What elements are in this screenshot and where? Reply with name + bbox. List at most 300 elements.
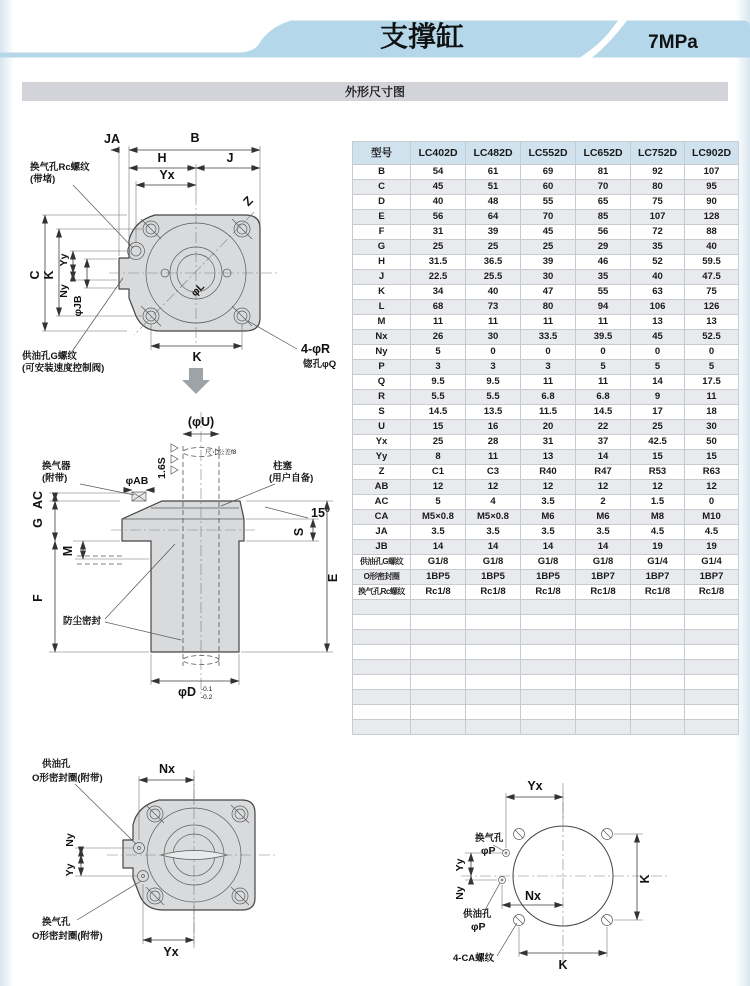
model-header-cell: LC552D (521, 142, 576, 165)
dim-value-cell: 50 (685, 435, 739, 450)
dim-row-label: S (353, 405, 411, 420)
dim-label-nx: Nx (159, 762, 175, 776)
dim-row-label: Yy (353, 450, 411, 465)
dim-label-m: M (61, 545, 75, 557)
dim-value-cell: 4.5 (685, 525, 739, 540)
table-row (353, 390, 739, 405)
table-row (353, 240, 739, 255)
dim-value-cell: M6 (576, 510, 631, 525)
dim-value-cell: 31 (411, 225, 466, 240)
empty-cell (411, 600, 466, 615)
dim-value-cell: 3.5 (576, 525, 631, 540)
dim-label-ac: AC (31, 490, 45, 510)
model-header-cell: LC652D (576, 142, 631, 165)
dim-value-cell: 3 (466, 360, 521, 375)
pressure-rating: 7MPa (648, 32, 698, 53)
empty-cell (521, 615, 576, 630)
dim-value-cell: 25.5 (466, 270, 521, 285)
empty-cell (631, 675, 685, 690)
dim-label-k-bottom: K (558, 958, 568, 972)
model-header-cell: LC902D (685, 142, 739, 165)
dim-value-cell: 39.5 (576, 330, 631, 345)
empty-cell (411, 645, 466, 660)
dim-value-cell: 3.5 (466, 525, 521, 540)
table-row (353, 420, 739, 435)
dim-row-label: C (353, 180, 411, 195)
dim-value-cell: 80 (521, 300, 576, 315)
callout-oil-port: 供油孔 (42, 759, 71, 770)
dim-value-cell: 1BP7 (685, 570, 739, 585)
dim-value-cell: 5.5 (411, 390, 466, 405)
dim-value-cell: 88 (685, 225, 739, 240)
bottom-diameter-dimension (151, 654, 239, 701)
dim-value-cell: 75 (685, 285, 739, 300)
empty-cell (411, 630, 466, 645)
dim-value-cell: 3.5 (521, 525, 576, 540)
dim-row-label: P (353, 360, 411, 375)
banner-shape (0, 21, 750, 58)
dim-value-cell: M10 (685, 510, 739, 525)
empty-cell (631, 645, 685, 660)
table-row (353, 255, 739, 270)
dim-value-cell: 14.5 (576, 405, 631, 420)
empty-cell (685, 675, 739, 690)
dim-value-cell: 18 (685, 405, 739, 420)
table-row (353, 285, 739, 300)
empty-cell (521, 690, 576, 705)
table-row (353, 330, 739, 345)
empty-cell (521, 720, 576, 735)
dim-value-cell: 30 (466, 330, 521, 345)
dim-row-label: CA (353, 510, 411, 525)
dim-value-cell: 12 (685, 480, 739, 495)
dim-value-cell: 37 (576, 435, 631, 450)
dim-label-ny: Ny (58, 284, 70, 298)
callout-vent-port: 换气孔 (42, 917, 71, 928)
dim-value-cell: 70 (576, 180, 631, 195)
dim-value-cell: 26 (411, 330, 466, 345)
dim-value-cell: 70 (521, 210, 576, 225)
dim-d-tolerance-lower: -0.2 (201, 694, 213, 701)
dimension-table-grid (352, 141, 739, 735)
dimensions (454, 779, 652, 972)
empty-cell (353, 660, 411, 675)
empty-cell (576, 615, 631, 630)
dim-value-cell: 14 (631, 375, 685, 390)
empty-cell (685, 720, 739, 735)
dim-value-cell: 63 (631, 285, 685, 300)
empty-cell (353, 690, 411, 705)
dim-value-cell: 9 (631, 390, 685, 405)
empty-row (353, 600, 739, 615)
dim-label-s: S (292, 527, 306, 537)
dim-value-cell: 9.5 (411, 375, 466, 390)
dim-value-cell: C1 (411, 465, 466, 480)
dim-value-cell: 3 (521, 360, 576, 375)
dim-value-cell: R47 (576, 465, 631, 480)
callout-breather-note: (附带) (42, 473, 68, 484)
dim-value-cell: 12 (521, 480, 576, 495)
angle-label: 15° (311, 506, 330, 520)
dim-value-cell: 5 (411, 495, 466, 510)
dim-value-cell: G1/8 (521, 555, 576, 570)
dim-value-cell: 8 (411, 450, 466, 465)
empty-cell (576, 675, 631, 690)
empty-cell (466, 720, 521, 735)
dim-value-cell: 94 (576, 300, 631, 315)
table-row (353, 300, 739, 315)
dim-value-cell: 107 (685, 165, 739, 180)
dim-value-cell: 72 (631, 225, 685, 240)
table-row (353, 480, 739, 495)
dim-value-cell: 11 (576, 315, 631, 330)
empty-cell (411, 705, 466, 720)
dim-label-ny: Ny (454, 886, 466, 900)
dim-value-cell: 19 (685, 540, 739, 555)
empty-cell (411, 615, 466, 630)
dim-value-cell: 5 (685, 360, 739, 375)
dim-label-yx: Yx (163, 945, 179, 959)
dim-row-label: JB (353, 540, 411, 555)
dim-value-cell: 31.5 (411, 255, 466, 270)
dim-label-l: φL (188, 280, 208, 300)
empty-cell (411, 690, 466, 705)
empty-cell (631, 615, 685, 630)
dim-value-cell: 35 (631, 240, 685, 255)
dim-value-cell: 14 (411, 540, 466, 555)
dim-value-cell: 55 (576, 285, 631, 300)
dim-value-cell: 29 (576, 240, 631, 255)
empty-cell (685, 660, 739, 675)
dim-value-cell: G1/4 (685, 555, 739, 570)
dim-value-cell: 64 (466, 210, 521, 225)
breather-fitting (132, 492, 146, 501)
dim-value-cell: 11 (521, 375, 576, 390)
dim-value-cell: 56 (576, 225, 631, 240)
dim-value-cell: 47 (521, 285, 576, 300)
dim-row-label: Z (353, 465, 411, 480)
callout-vent-thread: 换气孔Rc螺纹 (30, 162, 90, 173)
empty-cell (685, 690, 739, 705)
dim-row-label: D (353, 195, 411, 210)
dim-value-cell: 3.5 (411, 525, 466, 540)
dim-value-cell: 34 (411, 285, 466, 300)
dim-row-label: H (353, 255, 411, 270)
empty-cell (685, 630, 739, 645)
empty-cell (631, 705, 685, 720)
table-row (353, 495, 739, 510)
dim-value-cell: R63 (685, 465, 739, 480)
section-view-drawing (15, 398, 350, 723)
dim-label-yy: Yy (64, 863, 76, 877)
dim-row-label: M (353, 315, 411, 330)
dim-label-k-right: K (638, 874, 652, 884)
dim-value-cell: 15 (685, 450, 739, 465)
breather-callout (42, 460, 155, 495)
callout-vent-diameter: φP (481, 845, 496, 857)
dim-value-cell: 22 (576, 420, 631, 435)
dim-row-label: O形密封圈 (353, 570, 411, 585)
dim-label-g: G (31, 518, 45, 528)
dim-value-cell: Rc1/8 (685, 585, 739, 600)
dim-value-cell: 60 (521, 180, 576, 195)
table-row (353, 195, 739, 210)
dim-label-f: F (31, 594, 45, 602)
dim-value-cell: 40 (685, 240, 739, 255)
dim-value-cell: 12 (631, 480, 685, 495)
dim-value-cell: 48 (466, 195, 521, 210)
table-row (353, 210, 739, 225)
model-header-label: 型号 (353, 142, 411, 165)
dim-row-label: Q (353, 375, 411, 390)
dim-row-label: U (353, 420, 411, 435)
dim-row-label: 换气孔Rc螺纹 (353, 585, 411, 600)
table-row (353, 375, 739, 390)
empty-cell (521, 630, 576, 645)
dim-value-cell: 13.5 (466, 405, 521, 420)
empty-cell (685, 600, 739, 615)
dim-row-label: B (353, 165, 411, 180)
dim-value-cell: 30 (685, 420, 739, 435)
dim-value-cell: M6 (521, 510, 576, 525)
dim-value-cell: 28 (466, 435, 521, 450)
dim-label-u: (φU) (187, 415, 215, 429)
dim-value-cell: M5×0.8 (411, 510, 466, 525)
dim-label-jb: φJB (72, 295, 84, 317)
dim-row-label: F (353, 225, 411, 240)
dim-value-cell: 6.8 (521, 390, 576, 405)
dim-value-cell: R40 (521, 465, 576, 480)
dim-value-cell: 0 (466, 345, 521, 360)
empty-cell (631, 600, 685, 615)
dim-value-cell: 17 (631, 405, 685, 420)
table-row (353, 525, 739, 540)
empty-cell (353, 630, 411, 645)
dim-value-cell: 40 (411, 195, 466, 210)
model-header-cell: LC482D (466, 142, 521, 165)
dim-value-cell: 36.5 (466, 255, 521, 270)
dim-value-cell: 14.5 (411, 405, 466, 420)
dim-row-label: Nx (353, 330, 411, 345)
dim-value-cell: 11 (576, 375, 631, 390)
empty-cell (576, 690, 631, 705)
dim-label-e: E (326, 573, 340, 583)
empty-cell (521, 660, 576, 675)
dim-value-cell: 11 (411, 315, 466, 330)
dim-value-cell: 73 (466, 300, 521, 315)
dim-value-cell: 14 (521, 540, 576, 555)
table-row (353, 180, 739, 195)
dim-value-cell: C3 (466, 465, 521, 480)
header-banner (0, 0, 750, 62)
table-row (353, 570, 739, 585)
empty-row (353, 660, 739, 675)
dim-value-cell: 80 (631, 180, 685, 195)
dim-value-cell: 20 (521, 420, 576, 435)
dim-value-cell: 31 (521, 435, 576, 450)
empty-cell (353, 600, 411, 615)
empty-cell (353, 615, 411, 630)
empty-cell (576, 630, 631, 645)
empty-cell (685, 705, 739, 720)
dim-value-cell: 106 (631, 300, 685, 315)
dim-value-cell: 68 (411, 300, 466, 315)
empty-cell (353, 720, 411, 735)
empty-cell (576, 705, 631, 720)
dim-label-yx: Yx (527, 779, 543, 793)
dim-value-cell: 11 (466, 450, 521, 465)
dim-value-cell: 13 (521, 450, 576, 465)
callout-oil-note: (可安装速度控制阀) (22, 363, 105, 374)
dim-label-z: Z (240, 193, 256, 209)
dim-value-cell: 81 (576, 165, 631, 180)
table-row (353, 345, 739, 360)
dim-value-cell: 90 (685, 195, 739, 210)
dim-row-label: AC (353, 495, 411, 510)
dim-value-cell: 0 (631, 345, 685, 360)
callout-oil-thread: 供油孔G螺纹 (22, 351, 77, 362)
dim-value-cell: 45 (631, 330, 685, 345)
empty-cell (521, 705, 576, 720)
dim-value-cell: 61 (466, 165, 521, 180)
dim-value-cell: 25 (466, 240, 521, 255)
empty-row (353, 630, 739, 645)
callout-breather: 换气器 (42, 461, 71, 472)
dim-value-cell: 107 (631, 210, 685, 225)
port-holes (499, 850, 510, 884)
dim-value-cell: 11.5 (521, 405, 576, 420)
dim-value-cell: 51 (466, 180, 521, 195)
empty-cell (685, 615, 739, 630)
surface-finish-triangles (171, 444, 178, 474)
empty-cell (411, 675, 466, 690)
dim-value-cell: 14 (576, 540, 631, 555)
dim-value-cell: 3.5 (521, 495, 576, 510)
dim-value-cell: 42.5 (631, 435, 685, 450)
dim-value-cell: M8 (631, 510, 685, 525)
empty-row (353, 675, 739, 690)
callout-vent-plug: (带堵) (30, 174, 56, 185)
dim-row-label: Yx (353, 435, 411, 450)
dim-value-cell: 14 (466, 540, 521, 555)
dim-label-c: C (28, 270, 42, 280)
dim-label-4r: 4-φR (301, 342, 331, 356)
dim-row-label: Ny (353, 345, 411, 360)
dim-row-label: R (353, 390, 411, 405)
callouts (22, 161, 133, 374)
dimension-table (352, 141, 738, 735)
dim-value-cell: G1/8 (576, 555, 631, 570)
empty-row (353, 705, 739, 720)
callout-oil-diameter: φP (471, 921, 486, 933)
dim-value-cell: 11 (521, 315, 576, 330)
callout-plunger-note: (用户自备) (269, 473, 314, 484)
dim-value-cell: 4.5 (631, 525, 685, 540)
dim-label-ab: φAB (125, 475, 149, 487)
dim-value-cell: 45 (521, 225, 576, 240)
table-row (353, 510, 739, 525)
dim-value-cell: 46 (576, 255, 631, 270)
empty-cell (631, 660, 685, 675)
dim-value-cell: 0 (685, 345, 739, 360)
empty-cell (466, 660, 521, 675)
dim-value-cell: 22.5 (411, 270, 466, 285)
callout-seal: 防尘密封 (63, 616, 102, 627)
dim-value-cell: 1BP5 (411, 570, 466, 585)
dim-value-cell: 47.5 (685, 270, 739, 285)
dim-value-cell: 11 (466, 315, 521, 330)
dim-label-b: B (190, 131, 200, 145)
table-body (353, 165, 739, 735)
dim-label-h: H (157, 151, 167, 165)
dim-label-d: φD (178, 685, 196, 699)
supply-port-lines (77, 556, 125, 564)
dim-value-cell: 25 (411, 435, 466, 450)
dim-label-yy: Yy (58, 253, 70, 267)
down-arrow-icon (182, 368, 210, 394)
dim-value-cell: Rc1/8 (576, 585, 631, 600)
empty-cell (576, 600, 631, 615)
empty-cell (353, 705, 411, 720)
empty-cell (466, 645, 521, 660)
dim-label-ja: JA (104, 132, 120, 146)
dim-value-cell: 69 (521, 165, 576, 180)
dim-label-j: J (226, 151, 234, 165)
dim-value-cell: 39 (521, 255, 576, 270)
dim-value-cell: 5 (411, 345, 466, 360)
dim-value-cell: 128 (685, 210, 739, 225)
dim-value-cell: 52 (631, 255, 685, 270)
dim-label-q: 锪孔φQ (303, 359, 337, 370)
dim-row-label: J (353, 270, 411, 285)
dim-value-cell: 1BP5 (521, 570, 576, 585)
empty-cell (631, 630, 685, 645)
empty-row (353, 690, 739, 705)
table-row (353, 270, 739, 285)
empty-cell (576, 720, 631, 735)
dim-value-cell: 45 (411, 180, 466, 195)
table-row (353, 405, 739, 420)
dim-value-cell: 65 (576, 195, 631, 210)
dim-value-cell: 3 (411, 360, 466, 375)
table-row (353, 555, 739, 570)
dim-value-cell: 5 (631, 360, 685, 375)
dim-value-cell: 12 (466, 480, 521, 495)
mounting-layout-drawing (425, 755, 747, 986)
model-header-cell: LC402D (411, 142, 466, 165)
dim-d-tolerance-upper: -0.1 (201, 686, 213, 693)
dim-value-cell: 25 (631, 420, 685, 435)
dim-value-cell: M5×0.8 (466, 510, 521, 525)
dim-value-cell: 40 (631, 270, 685, 285)
rod-dimensions (156, 415, 237, 479)
callout-vent-oring: O形密封圈(附带) (32, 931, 103, 942)
dim-value-cell: G1/8 (466, 555, 521, 570)
dim-row-label: 供油孔G螺纹 (353, 555, 411, 570)
dim-value-cell: Rc1/8 (411, 585, 466, 600)
table-row (353, 360, 739, 375)
dim-value-cell: 59.5 (685, 255, 739, 270)
dim-value-cell: 56 (411, 210, 466, 225)
empty-cell (521, 645, 576, 660)
empty-cell (411, 720, 466, 735)
dim-value-cell: 13 (631, 315, 685, 330)
table-header-row (353, 142, 739, 165)
dim-value-cell: 54 (411, 165, 466, 180)
dim-value-cell: 85 (576, 210, 631, 225)
bottom-view-drawing (15, 728, 350, 986)
dim-value-cell: 25 (411, 240, 466, 255)
